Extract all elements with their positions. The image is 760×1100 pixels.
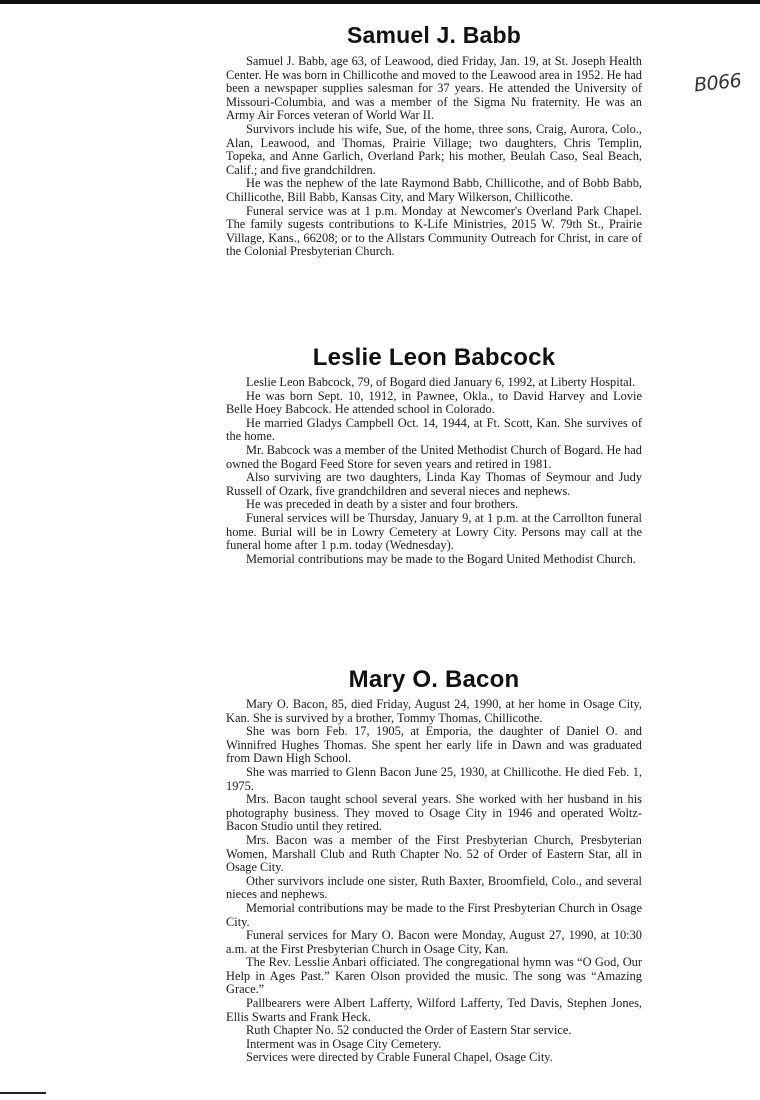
obituary-paragraph: She was married to Glenn Bacon June 25, 1930, at Chillicothe. He died Feb. 1, 1975. <box>226 764 642 793</box>
obituary-paragraph: Also surviving are two daughters, Linda Kay Thomas of Seymour and Judy Russell of Ozark, five grandchildren and several nieces and nephews. <box>226 470 642 498</box>
scan-edge-mark <box>0 1092 46 1094</box>
obituary-paragraph: The Rev. Lesslie Anbari officiated. The congregational hymn was “O God, Our Help in Ages Past.” Karen Olson provided the music. The song was “Amazing Grace.” <box>226 955 642 997</box>
obituary-paragraph: He was born Sept. 10, 1912, in Pawnee, Okla., to David Harvey and Lovie Belle Hoey Babcock. He attended school in Colorado. <box>226 388 642 417</box>
obituary-paragraph: Funeral service was at 1 p.m. Monday at Newcomer's Overland Park Chapel. The family sugests contributions to K-Life Ministries, 2015 W. 79th St., Prairie Village, Kans., 66208; or to the Allstars Community Outreach for Christ, in care of the Colonial Presbyterian Church. <box>226 203 642 259</box>
obituary-paragraph: He was the nephew of the late Raymond Babb, Chillicothe, and of Bobb Babb, Chillicothe, Bill Babb, Kansas City, and Mary Wilkerson, Chillicothe. <box>226 176 642 204</box>
obituary-paragraph: Other survivors include one sister, Ruth Baxter, Broomfield, Colo., and several nieces and nephews. <box>226 873 642 902</box>
obituary-paragraph: Pallbearers were Albert Lafferty, Wilford Lafferty, Ted Davis, Stephen Jones, Ellis Swarts and Frank Heck. <box>226 996 642 1024</box>
obituary-paragraph: Interment was in Osage City Cemetery. <box>246 1036 442 1051</box>
obituary-paragraph: Leslie Leon Babcock, 79, of Bogard died January 6, 1992, at Liberty Hospital. <box>246 375 636 389</box>
obituary-paragraph: Samuel J. Babb, age 63, of Leawood, died Friday, Jan. 19, at St. Joseph Health Center. He was born in Chillicothe and moved to the Leawood area in 1952. He had been a newspaper supplies salesman for 37 years. He attended the University of Missouri-Columbia, and was a member of the Sigma Nu fraternity. He was an Army Air Forces veteran of World War II. <box>226 54 643 123</box>
obituary-heading: Leslie Leon Babcock <box>312 344 556 371</box>
obituary-paragraph: He married Gladys Campbell Oct. 14, 1944, at Ft. Scott, Kan. She survives of the home. <box>226 415 642 444</box>
obituary-paragraph: Funeral services will be Thursday, January 9, at 1 p.m. at the Carrollton funeral home. Burial will be in Lowry Cemetery at Lowry City. Persons may call at the funeral home after 1 p.m. today (Wednesday). <box>226 510 642 553</box>
obituary-paragraph: Mary O. Bacon, 85, died Friday, August 24, 1990, at her home in Osage City, Kan. She is survived by a brother, Tommy Thomas, Chillicothe. <box>226 697 642 725</box>
obituary-heading: Mary O. Bacon <box>348 666 520 693</box>
obituary-mary-bacon <box>226 666 642 1065</box>
obituary-leslie-babcock <box>226 344 642 566</box>
obituary-paragraph: Memorial contributions may be made to the First Presbyterian Church in Osage City. <box>226 900 642 929</box>
obituary-heading: Samuel J. Babb <box>346 22 522 48</box>
obituary-paragraph: Services were directed by Crable Funeral Chapel, Osage City. <box>246 1050 553 1065</box>
obituary-paragraph: Memorial contributions may be made to the Bogard United Methodist Church. <box>246 551 636 566</box>
obituary-samuel-babb <box>226 22 642 259</box>
obituary-paragraph: Mrs. Bacon was a member of the First Presbyterian Church, Presbyterian Women, Marshall Club and Ruth Chapter No. 52 of Order of Eastern Star, all in Osage City. <box>226 832 642 875</box>
obituary-paragraph: Ruth Chapter No. 52 conducted the Order of Eastern Star service. <box>246 1023 572 1038</box>
obituary-paragraph: He was preceded in death by a sister and four brothers. <box>246 497 519 512</box>
obituary-paragraph: Survivors include his wife, Sue, of the home, three sons, Craig, Aurora, Colo., Alan, Leawood, and Thomas, Prairie Village; two daughters, Chris Templin, Topeka, and Anne Garlich, Overland Park; his mother, Beulah Caso, Seal Beach, Calif.; and five grandchildren. <box>226 121 642 177</box>
obituary-paragraph: Mr. Babcock was a member of the United Methodist Church of Bogard. He had owned the Bogard Feed Store for seven years and retired in 1981. <box>226 442 642 471</box>
handwritten-reference-code: B066 <box>692 69 743 97</box>
top-border-rule <box>0 0 760 4</box>
obituary-paragraph: Mrs. Bacon taught school several years. She worked with her husband in his photography business. They moved to Osage City in 1946 and operated Woltz-Bacon Studio until they retired. <box>226 792 642 834</box>
obituary-paragraph: She was born Feb. 17, 1905, at Emporia, the daughter of Daniel O. and Winnifred Hughes Thomas. She spent her early life in Dawn and was graduated from Dawn High School. <box>226 724 642 766</box>
obituary-paragraph: Funeral services for Mary O. Bacon were Monday, August 27, 1990, at 10:30 a.m. at the First Presbyterian Church in Osage City, Kan. <box>226 928 642 956</box>
